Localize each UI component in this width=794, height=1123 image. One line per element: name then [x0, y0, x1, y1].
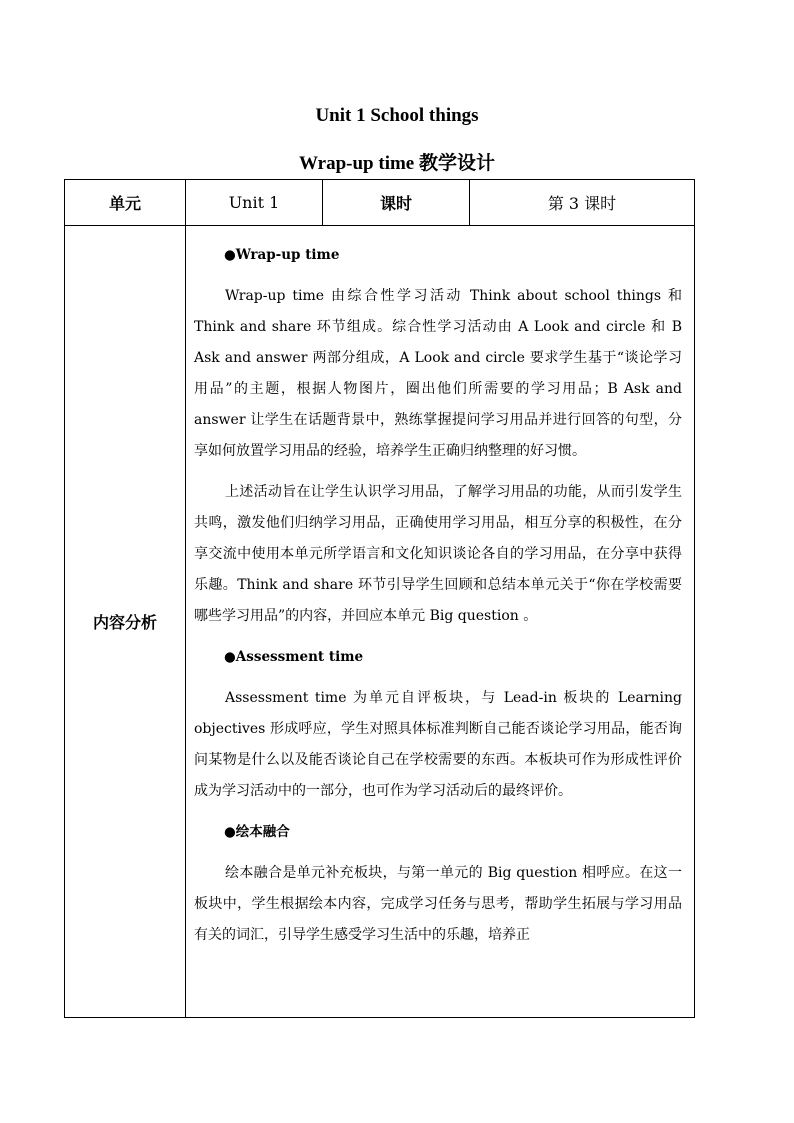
- content-analysis-cell: [186, 226, 695, 1018]
- content-analysis-label: 内容分析: [65, 226, 186, 1018]
- lesson-table: [64, 179, 695, 1018]
- section-paragraph: Assessment time 为单元自评板块，与 Lead-in 板块的 Learning objectives 形成呼应，学生对照具体标准判断自己能否谈论学习用品，能否询问某物是什么以及能否谈论自己在学校需要的东西。本板块可作为形成性评价成为学习活动中的一部分，也可作为学习活动后的最终评价。: [194, 690, 682, 799]
- period-value-cell: 第 3 课时: [470, 180, 695, 226]
- table-header-row: [65, 180, 695, 226]
- unit-value-cell: Unit 1: [186, 180, 323, 226]
- unit-label-cell: 单元: [65, 180, 186, 226]
- content-row: [65, 226, 695, 1018]
- section-wrap-up: [194, 240, 682, 632]
- section-heading: ●Wrap-up time: [224, 247, 340, 263]
- section-picture-book: [194, 817, 682, 951]
- document-title: Unit 1 School things: [315, 105, 479, 126]
- section-paragraph: 绘本融合是单元补充板块，与第一单元的 Big question 相呼应。在这一板块中，学生根据绘本内容，完成学习任务与思考，帮助学生拓展与学习用品有关的词汇，引导学生感受学习生活中的乐趣，培养正: [194, 865, 682, 943]
- section-paragraph: Wrap-up time 由综合性学习活动 Think about school things 和 Think and share 环节组成。综合性学习活动由 A Look and circle 和 B Ask and answer 两部分组成，A Look and circle 要求学生基于“谈论学习用品”的主题，根据人物图片，圈出他们所需要的学习用品；B Ask and answer 让学生在话题背景中，熟练掌握提问学习用品并进行回答的句型，分享如何放置学习用品的经验，培养学生正确归纳整理的好习惯。: [194, 288, 682, 459]
- section-heading: ●Assessment time: [224, 649, 364, 665]
- document-subtitle: Wrap-up time 教学设计: [299, 153, 495, 174]
- section-paragraph: 上述活动旨在让学生认识学习用品，了解学习用品的功能，从而引发学生共鸣，激发他们归纳学习用品，正确使用学习用品，相互分享的积极性，在分享交流中使用本单元所学语言和文化知识谈论各自的学习用品，在分享中获得乐趣。Think and share 环节引导学生回顾和总结本单元关于“你在学校需要哪些学习用品”的内容，并回应本单元 Big question 。: [194, 484, 682, 624]
- content-body: [186, 226, 694, 951]
- section-assessment: [194, 642, 682, 807]
- period-label-cell: 课时: [323, 180, 470, 226]
- section-heading: ●绘本融合: [224, 824, 290, 840]
